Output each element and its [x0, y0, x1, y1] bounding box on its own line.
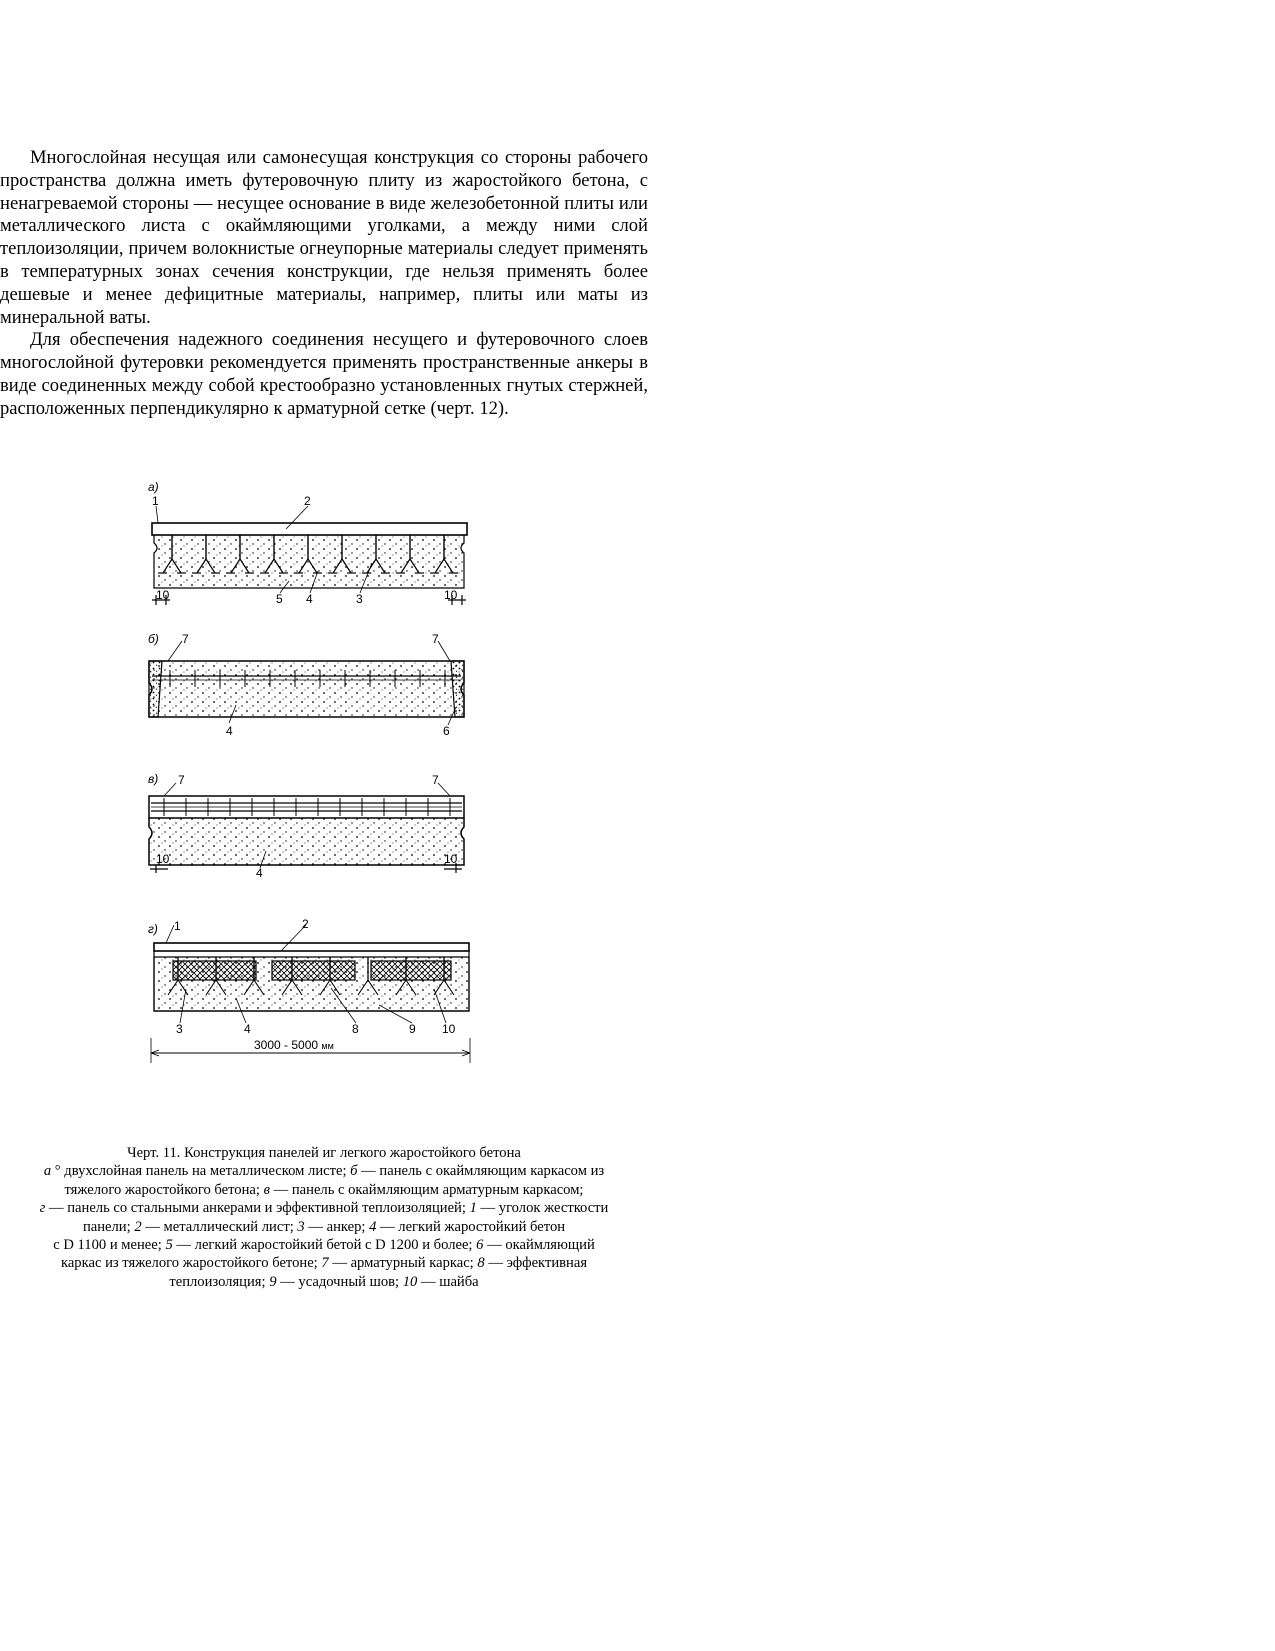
callout-label: 7 — [182, 632, 189, 646]
callout-label: 2 — [302, 917, 309, 931]
callout-label: 9 — [409, 1022, 416, 1036]
caption-text: — панель с окаймляющим каркасом из — [357, 1163, 605, 1180]
caption-line — [0, 1181, 648, 1199]
caption-line — [0, 1162, 648, 1180]
caption-text: — окаймляющий — [483, 1237, 595, 1254]
dimension-label: 10 — [444, 588, 458, 602]
caption-line — [0, 1254, 648, 1272]
caption-key: 6 — [476, 1237, 484, 1254]
panel-a-letter: а) — [148, 480, 159, 494]
panel-b-drawing — [149, 641, 464, 725]
callout-label: 8 — [352, 1022, 359, 1036]
callout-label: 1 — [152, 494, 159, 508]
callout-label: 4 — [244, 1022, 251, 1036]
paragraph: Для обеспечения надежного соединения несущего и футеровочного слоев многослойной футеровки рекомендуется применять пространственные анкеры в виде соединенных между собой крестообразно установленных гнутых стержней, расположенных перпендикулярно к арматурной сетке (черт. 12). — [0, 329, 648, 419]
caption-text: — эффективная — [484, 1255, 588, 1272]
caption-text: теплоизоляция; — [169, 1273, 270, 1290]
caption-text: — анкер; — [304, 1218, 370, 1235]
caption-text: тяжелого жаростойкого бетона; — [64, 1181, 264, 1198]
caption-text: — арматурный каркас; — [328, 1255, 478, 1272]
caption-key: 5 — [165, 1237, 173, 1254]
caption-line — [0, 1199, 648, 1217]
caption-key: 4 — [369, 1218, 377, 1235]
caption-key: 1 — [469, 1200, 477, 1217]
caption-line — [0, 1218, 648, 1236]
callout-label: 7 — [432, 773, 439, 787]
caption-key: б — [350, 1163, 358, 1180]
caption-key: г — [39, 1200, 46, 1217]
body-text — [0, 147, 648, 421]
figure-caption — [0, 1144, 648, 1291]
caption-text: — шайба — [417, 1273, 479, 1290]
caption-title: Черт. 11. Конструкция панелей иг легкого жаростойкого бетона — [127, 1145, 521, 1161]
callout-label: 4 — [226, 724, 233, 738]
panel-v-letter: в) — [148, 772, 159, 786]
caption-text: — панель с окаймляющим арматурным каркасом; — [269, 1181, 584, 1198]
callout-label: 5 — [276, 592, 283, 606]
panel-v-drawing — [149, 783, 464, 873]
caption-key: 10 — [402, 1273, 418, 1290]
panel-b-letter: б) — [148, 632, 159, 646]
callout-label: 1 — [174, 919, 181, 933]
callout-label: 6 — [443, 724, 450, 738]
dimension-label: 10 — [444, 852, 458, 866]
span-dimension: 3000 - 5000 мм — [254, 1038, 334, 1052]
caption-text: — легкий жаростойкий бетон — [376, 1218, 566, 1235]
caption-key: 9 — [269, 1273, 277, 1290]
caption-line — [0, 1236, 648, 1254]
caption-text: — металлический лист; — [141, 1218, 298, 1235]
caption-text: каркас из тяжелого жаростойкого бетоне; — [60, 1255, 322, 1272]
caption-line — [0, 1273, 648, 1291]
dimension-label: 10 — [156, 852, 170, 866]
callout-label: 3 — [176, 1022, 183, 1036]
paragraph: Многослойная несущая или самонесущая конструкция со стороны рабочего пространства должна иметь футеровочную плиту из жаростойкого бетона, с ненагреваемой стороны — несущее основание в виде железобетонной плиты или металлического листа с окаймляющими уголками, а между ними слой теплоизоляции, причем волокнистые огнеупорные материалы следует применять в температурных зонах сечения конструкции, где нельзя применять более дешевые и менее дефицитные материалы, например, плиты или маты из минеральной ваты. — [0, 147, 648, 328]
dimension-label: 10 — [156, 588, 170, 602]
callout-label: 7 — [178, 773, 185, 787]
caption-text: ° двухслойная панель на металлическом листе; — [51, 1163, 351, 1180]
panel-a-drawing — [152, 506, 467, 605]
callout-label: 3 — [356, 592, 363, 606]
caption-key: а — [43, 1163, 52, 1180]
callout-label: 7 — [432, 632, 439, 646]
callout-label: 4 — [256, 866, 263, 880]
panel-figure — [146, 480, 496, 1133]
caption-text: — легкий жаростойкий бетой с D 1200 и более; — [172, 1237, 477, 1254]
callout-label: 10 — [442, 1022, 456, 1036]
caption-text: — панель со стальными анкерами и эффективной теплоизоляцией; — [45, 1200, 470, 1217]
caption-text: — усадочный шов; — [276, 1273, 403, 1290]
caption-key: 8 — [477, 1255, 485, 1272]
panel-g-letter: г) — [148, 922, 158, 936]
caption-key: 2 — [134, 1218, 142, 1235]
callout-label: 2 — [304, 494, 311, 508]
caption-key: 7 — [321, 1255, 329, 1272]
caption-key: в — [263, 1181, 270, 1198]
caption-text: — уголок жесткости — [476, 1200, 609, 1217]
caption-text: панели; — [82, 1218, 135, 1235]
caption-text: с D 1100 и менее; — [53, 1237, 166, 1254]
callout-label: 4 — [306, 592, 313, 606]
caption-key: 3 — [297, 1218, 305, 1235]
